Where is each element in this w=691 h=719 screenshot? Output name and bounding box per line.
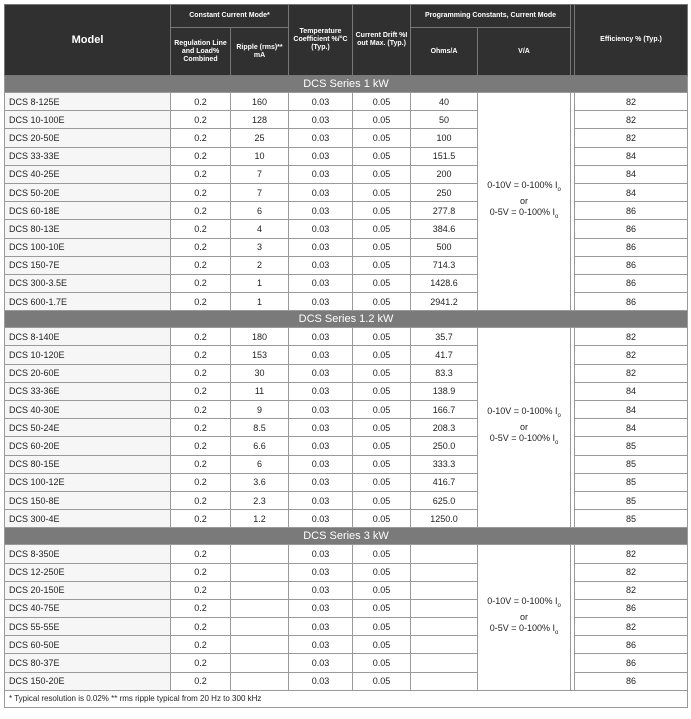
programming-constant-line3: 0-5V = 0-100% I — [489, 623, 555, 634]
temperature-cell: 0.03 — [289, 165, 353, 183]
temperature-cell: 0.03 — [289, 346, 353, 364]
ripple-cell: 6.6 — [231, 437, 289, 455]
current-drift-cell: 0.05 — [353, 93, 411, 111]
temperature-cell: 0.03 — [289, 510, 353, 528]
programming-constant-text — [478, 422, 570, 433]
current-drift-cell: 0.05 — [353, 491, 411, 509]
regulation-cell: 0.2 — [171, 346, 231, 364]
programming-constant-line1: 0-10V = 0-100% I — [487, 180, 558, 191]
output-subscript: o — [557, 413, 561, 420]
series-heading-row — [5, 311, 688, 328]
temperature-cell: 0.03 — [289, 654, 353, 672]
model-cell: DCS 33-36E — [5, 382, 171, 400]
current-drift-cell: 0.05 — [353, 364, 411, 382]
ripple-cell — [231, 599, 289, 617]
ripple-header: Ripple (rms)** mA — [231, 28, 289, 76]
efficiency-cell: 86 — [575, 293, 688, 311]
ripple-cell: 10 — [231, 147, 289, 165]
programming-constant-cell — [478, 545, 571, 691]
ripple-cell: 2 — [231, 256, 289, 274]
ripple-cell: 180 — [231, 328, 289, 346]
ripple-cell: 7 — [231, 183, 289, 201]
temperature-cell: 0.03 — [289, 293, 353, 311]
regulation-cell: 0.2 — [171, 473, 231, 491]
model-cell: DCS 20-150E — [5, 581, 171, 599]
efficiency-cell: 84 — [575, 419, 688, 437]
model-cell: DCS 40-30E — [5, 401, 171, 419]
ohms-per-amp-cell: 138.9 — [411, 382, 478, 400]
efficiency-cell: 85 — [575, 437, 688, 455]
model-cell: DCS 60-50E — [5, 636, 171, 654]
regulation-cell: 0.2 — [171, 563, 231, 581]
efficiency-cell: 85 — [575, 455, 688, 473]
current-drift-cell: 0.05 — [353, 238, 411, 256]
ohms-per-amp-cell: 416.7 — [411, 473, 478, 491]
efficiency-cell: 84 — [575, 401, 688, 419]
temperature-cell: 0.03 — [289, 455, 353, 473]
temperature-cell: 0.03 — [289, 147, 353, 165]
ripple-cell: 1.2 — [231, 510, 289, 528]
current-drift-cell: 0.05 — [353, 636, 411, 654]
regulation-cell: 0.2 — [171, 545, 231, 563]
model-cell: DCS 10-100E — [5, 111, 171, 129]
table-row — [5, 473, 688, 491]
table-row — [5, 346, 688, 364]
ripple-cell — [231, 581, 289, 599]
temperature-cell: 0.03 — [289, 202, 353, 220]
ripple-cell: 6 — [231, 455, 289, 473]
output-subscript: o — [557, 187, 561, 194]
constant-current-mode-header: Constant Current Mode* — [171, 5, 289, 28]
table-header — [5, 5, 688, 76]
current-drift-cell: 0.05 — [353, 328, 411, 346]
regulation-cell: 0.2 — [171, 183, 231, 201]
ohms-per-amp-cell — [411, 672, 478, 690]
current-drift-cell: 0.05 — [353, 220, 411, 238]
model-cell: DCS 600-1.7E — [5, 293, 171, 311]
programming-constant-line2: or — [520, 196, 529, 207]
efficiency-cell: 82 — [575, 364, 688, 382]
table-row — [5, 455, 688, 473]
programming-constant-text — [478, 207, 570, 223]
efficiency-cell: 86 — [575, 636, 688, 654]
current-drift-cell: 0.05 — [353, 401, 411, 419]
ripple-cell — [231, 563, 289, 581]
efficiency-cell: 82 — [575, 563, 688, 581]
ohms-per-amp-cell: 2941.2 — [411, 293, 478, 311]
ohms-per-amp-cell: 333.3 — [411, 455, 478, 473]
ohms-per-amp-cell: 277.8 — [411, 202, 478, 220]
table-row — [5, 328, 688, 346]
model-cell: DCS 40-25E — [5, 165, 171, 183]
ohms-per-amp-cell: 384.6 — [411, 220, 478, 238]
current-drift-cell: 0.05 — [353, 654, 411, 672]
regulation-cell: 0.2 — [171, 147, 231, 165]
temperature-cell: 0.03 — [289, 581, 353, 599]
ohms-per-amp-cell: 500 — [411, 238, 478, 256]
ripple-cell — [231, 545, 289, 563]
model-cell: DCS 100-10E — [5, 238, 171, 256]
table-row — [5, 183, 688, 201]
current-drift-cell: 0.05 — [353, 510, 411, 528]
model-cell: DCS 33-33E — [5, 147, 171, 165]
temperature-cell: 0.03 — [289, 382, 353, 400]
regulation-cell: 0.2 — [171, 238, 231, 256]
efficiency-cell: 82 — [575, 346, 688, 364]
ohms-per-amp-cell: 83.3 — [411, 364, 478, 382]
programming-constant-text — [478, 623, 570, 639]
efficiency-cell: 86 — [575, 202, 688, 220]
regulation-cell: 0.2 — [171, 364, 231, 382]
efficiency-cell: 86 — [575, 220, 688, 238]
programming-constant-line3: 0-5V = 0-100% I — [489, 207, 555, 218]
table-row — [5, 256, 688, 274]
specifications-table — [4, 4, 688, 708]
model-cell: DCS 80-37E — [5, 654, 171, 672]
table-row — [5, 147, 688, 165]
model-cell: DCS 150-7E — [5, 256, 171, 274]
regulation-cell: 0.2 — [171, 274, 231, 292]
regulation-cell: 0.2 — [171, 93, 231, 111]
ohms-per-amp-cell: 250 — [411, 183, 478, 201]
regulation-cell: 0.2 — [171, 202, 231, 220]
table-row — [5, 419, 688, 437]
ripple-cell: 7 — [231, 165, 289, 183]
efficiency-cell: 86 — [575, 672, 688, 690]
ripple-cell — [231, 654, 289, 672]
programming-constant-text — [478, 596, 570, 612]
efficiency-cell: 84 — [575, 165, 688, 183]
model-cell: DCS 60-18E — [5, 202, 171, 220]
temperature-cell: 0.03 — [289, 672, 353, 690]
efficiency-cell: 85 — [575, 473, 688, 491]
temperature-cell: 0.03 — [289, 364, 353, 382]
efficiency-cell: 82 — [575, 129, 688, 147]
ripple-cell — [231, 618, 289, 636]
temperature-cell: 0.03 — [289, 419, 353, 437]
current-drift-cell: 0.05 — [353, 581, 411, 599]
programming-constant-line1: 0-10V = 0-100% I — [487, 406, 558, 417]
ohms-per-amp-cell — [411, 654, 478, 672]
efficiency-header: Efficiency % (Typ.) — [575, 5, 688, 76]
regulation-header: Regulation Line and Load% Combined — [171, 28, 231, 76]
temperature-cell: 0.03 — [289, 256, 353, 274]
ripple-cell: 9 — [231, 401, 289, 419]
programming-constant-line2: or — [520, 422, 529, 433]
ohms-per-amp-cell: 625.0 — [411, 491, 478, 509]
current-drift-cell: 0.05 — [353, 437, 411, 455]
ohms-per-amp-cell: 100 — [411, 129, 478, 147]
programming-constant-line3: 0-5V = 0-100% I — [489, 433, 555, 444]
temperature-cell: 0.03 — [289, 220, 353, 238]
output-subscript: o — [554, 213, 559, 220]
table-row — [5, 581, 688, 599]
ohms-per-amp-cell: 200 — [411, 165, 478, 183]
current-drift-cell: 0.05 — [353, 183, 411, 201]
ripple-cell: 1 — [231, 274, 289, 292]
ohms-per-amp-cell — [411, 545, 478, 563]
temperature-cell: 0.03 — [289, 563, 353, 581]
ripple-cell: 1 — [231, 293, 289, 311]
efficiency-cell: 82 — [575, 93, 688, 111]
current-drift-cell: 0.05 — [353, 111, 411, 129]
efficiency-cell: 84 — [575, 147, 688, 165]
temperature-cell: 0.03 — [289, 491, 353, 509]
temperature-cell: 0.03 — [289, 183, 353, 201]
regulation-cell: 0.2 — [171, 672, 231, 690]
efficiency-cell: 84 — [575, 183, 688, 201]
model-cell: DCS 12-250E — [5, 563, 171, 581]
efficiency-cell: 85 — [575, 510, 688, 528]
temperature-cell: 0.03 — [289, 599, 353, 617]
efficiency-cell: 86 — [575, 256, 688, 274]
table-row — [5, 618, 688, 636]
model-cell: DCS 60-20E — [5, 437, 171, 455]
regulation-cell: 0.2 — [171, 111, 231, 129]
current-drift-header: Current Drift %I out Max. (Typ.) — [353, 5, 411, 76]
temperature-cell: 0.03 — [289, 129, 353, 147]
temperature-cell: 0.03 — [289, 238, 353, 256]
programming-constant-text — [478, 196, 570, 207]
regulation-cell: 0.2 — [171, 654, 231, 672]
ripple-cell: 6 — [231, 202, 289, 220]
programming-constant-text — [478, 406, 570, 422]
table-row — [5, 599, 688, 617]
output-subscript: o — [554, 629, 559, 636]
temperature-cell: 0.03 — [289, 618, 353, 636]
temperature-cell: 0.03 — [289, 274, 353, 292]
efficiency-cell: 86 — [575, 599, 688, 617]
table-row — [5, 510, 688, 528]
ripple-cell — [231, 636, 289, 654]
regulation-cell: 0.2 — [171, 129, 231, 147]
efficiency-cell: 86 — [575, 274, 688, 292]
efficiency-cell: 82 — [575, 111, 688, 129]
programming-constant-text — [478, 612, 570, 623]
temperature-cell: 0.03 — [289, 93, 353, 111]
temperature-cell: 0.03 — [289, 437, 353, 455]
regulation-cell: 0.2 — [171, 220, 231, 238]
ripple-cell: 128 — [231, 111, 289, 129]
regulation-cell: 0.2 — [171, 510, 231, 528]
efficiency-cell: 82 — [575, 618, 688, 636]
current-drift-cell: 0.05 — [353, 419, 411, 437]
ohms-per-amp-cell: 41.7 — [411, 346, 478, 364]
ripple-cell: 25 — [231, 129, 289, 147]
model-cell: DCS 80-15E — [5, 455, 171, 473]
efficiency-cell: 86 — [575, 654, 688, 672]
model-cell: DCS 80-13E — [5, 220, 171, 238]
series-title: DCS Series 1 kW — [5, 76, 688, 93]
table-row — [5, 274, 688, 292]
current-drift-cell: 0.05 — [353, 618, 411, 636]
regulation-cell: 0.2 — [171, 382, 231, 400]
efficiency-cell: 82 — [575, 328, 688, 346]
regulation-cell: 0.2 — [171, 437, 231, 455]
efficiency-cell: 82 — [575, 581, 688, 599]
table-body — [5, 76, 688, 691]
model-cell: DCS 55-55E — [5, 618, 171, 636]
current-drift-cell: 0.05 — [353, 202, 411, 220]
programming-constant-cell — [478, 328, 571, 528]
ohms-per-amp-cell: 35.7 — [411, 328, 478, 346]
table-row — [5, 437, 688, 455]
ripple-cell: 8.5 — [231, 419, 289, 437]
current-drift-cell: 0.05 — [353, 274, 411, 292]
regulation-cell: 0.2 — [171, 491, 231, 509]
table-row — [5, 220, 688, 238]
table-row — [5, 293, 688, 311]
temperature-cell: 0.03 — [289, 328, 353, 346]
regulation-cell: 0.2 — [171, 419, 231, 437]
output-subscript: o — [557, 603, 561, 610]
regulation-cell: 0.2 — [171, 256, 231, 274]
table-row — [5, 545, 688, 563]
table-row — [5, 636, 688, 654]
ripple-cell: 3.6 — [231, 473, 289, 491]
ripple-cell: 30 — [231, 364, 289, 382]
model-cell: DCS 8-350E — [5, 545, 171, 563]
volts-per-amp-header: V/A — [478, 28, 571, 76]
table-row — [5, 672, 688, 690]
programming-constants-header: Programming Constants, Current Mode — [411, 5, 571, 28]
ohms-per-amp-cell — [411, 618, 478, 636]
current-drift-cell: 0.05 — [353, 346, 411, 364]
regulation-cell: 0.2 — [171, 599, 231, 617]
model-cell: DCS 300-4E — [5, 510, 171, 528]
model-cell: DCS 20-60E — [5, 364, 171, 382]
ripple-cell: 153 — [231, 346, 289, 364]
ohms-per-amp-cell: 1250.0 — [411, 510, 478, 528]
ohms-per-amp-cell — [411, 599, 478, 617]
regulation-cell: 0.2 — [171, 165, 231, 183]
regulation-cell: 0.2 — [171, 455, 231, 473]
programming-constant-line1: 0-10V = 0-100% I — [487, 596, 558, 607]
current-drift-cell: 0.05 — [353, 545, 411, 563]
model-cell: DCS 300-3.5E — [5, 274, 171, 292]
series-heading-row — [5, 76, 688, 93]
ohms-per-amp-cell: 1428.6 — [411, 274, 478, 292]
current-drift-cell: 0.05 — [353, 455, 411, 473]
programming-constant-text — [478, 180, 570, 196]
current-drift-cell: 0.05 — [353, 293, 411, 311]
table-row — [5, 111, 688, 129]
current-drift-cell: 0.05 — [353, 473, 411, 491]
ohms-per-amp-cell: 166.7 — [411, 401, 478, 419]
ripple-cell — [231, 672, 289, 690]
ripple-cell: 2.3 — [231, 491, 289, 509]
ohms-per-amp-cell: 40 — [411, 93, 478, 111]
current-drift-cell: 0.05 — [353, 599, 411, 617]
temperature-cell: 0.03 — [289, 111, 353, 129]
table-row — [5, 382, 688, 400]
model-cell: DCS 150-8E — [5, 491, 171, 509]
regulation-cell: 0.2 — [171, 618, 231, 636]
temperature-cell: 0.03 — [289, 636, 353, 654]
ripple-cell: 11 — [231, 382, 289, 400]
model-cell: DCS 50-24E — [5, 419, 171, 437]
ripple-cell: 160 — [231, 93, 289, 111]
model-cell: DCS 8-140E — [5, 328, 171, 346]
table-row — [5, 491, 688, 509]
ohms-per-amp-cell: 151.5 — [411, 147, 478, 165]
ohms-per-amp-cell: 714.3 — [411, 256, 478, 274]
table-row — [5, 93, 688, 111]
current-drift-cell: 0.05 — [353, 256, 411, 274]
regulation-cell: 0.2 — [171, 581, 231, 599]
ohms-per-amp-cell: 50 — [411, 111, 478, 129]
current-drift-cell: 0.05 — [353, 672, 411, 690]
programming-constant-line2: or — [520, 612, 529, 623]
current-drift-cell: 0.05 — [353, 382, 411, 400]
table-row — [5, 129, 688, 147]
regulation-cell: 0.2 — [171, 401, 231, 419]
temperature-coefficient-header: Temperature Coefficient %/°C (Typ.) — [289, 5, 353, 76]
model-cell: DCS 10-120E — [5, 346, 171, 364]
model-cell: DCS 50-20E — [5, 183, 171, 201]
series-title: DCS Series 3 kW — [5, 528, 688, 545]
regulation-cell: 0.2 — [171, 636, 231, 654]
footnote: * Typical resolution is 0.02% ** rms ripple typical from 20 Hz to 300 kHz — [5, 690, 688, 707]
table-row — [5, 563, 688, 581]
ripple-cell: 3 — [231, 238, 289, 256]
temperature-cell: 0.03 — [289, 401, 353, 419]
regulation-cell: 0.2 — [171, 293, 231, 311]
programming-constant-cell — [478, 93, 571, 311]
table-row — [5, 364, 688, 382]
series-heading-row — [5, 528, 688, 545]
programming-constant-text — [478, 433, 570, 449]
model-cell: DCS 40-75E — [5, 599, 171, 617]
model-cell: DCS 20-50E — [5, 129, 171, 147]
series-title: DCS Series 1.2 kW — [5, 311, 688, 328]
table-row — [5, 654, 688, 672]
temperature-cell: 0.03 — [289, 473, 353, 491]
table-row — [5, 401, 688, 419]
efficiency-cell: 86 — [575, 238, 688, 256]
table-row — [5, 238, 688, 256]
table-row — [5, 165, 688, 183]
efficiency-cell: 84 — [575, 382, 688, 400]
efficiency-cell: 85 — [575, 491, 688, 509]
current-drift-cell: 0.05 — [353, 165, 411, 183]
model-cell: DCS 100-12E — [5, 473, 171, 491]
model-header: Model — [5, 5, 171, 76]
ohms-per-amp-header: Ohms/A — [411, 28, 478, 76]
temperature-cell: 0.03 — [289, 545, 353, 563]
ohms-per-amp-cell — [411, 563, 478, 581]
ohms-per-amp-cell — [411, 636, 478, 654]
current-drift-cell: 0.05 — [353, 563, 411, 581]
ohms-per-amp-cell: 208.3 — [411, 419, 478, 437]
ohms-per-amp-cell — [411, 581, 478, 599]
table-row — [5, 202, 688, 220]
efficiency-cell: 82 — [575, 545, 688, 563]
current-drift-cell: 0.05 — [353, 147, 411, 165]
ohms-per-amp-cell: 250.0 — [411, 437, 478, 455]
model-cell: DCS 150-20E — [5, 672, 171, 690]
ripple-cell: 4 — [231, 220, 289, 238]
regulation-cell: 0.2 — [171, 328, 231, 346]
current-drift-cell: 0.05 — [353, 129, 411, 147]
output-subscript: o — [554, 440, 559, 447]
model-cell: DCS 8-125E — [5, 93, 171, 111]
